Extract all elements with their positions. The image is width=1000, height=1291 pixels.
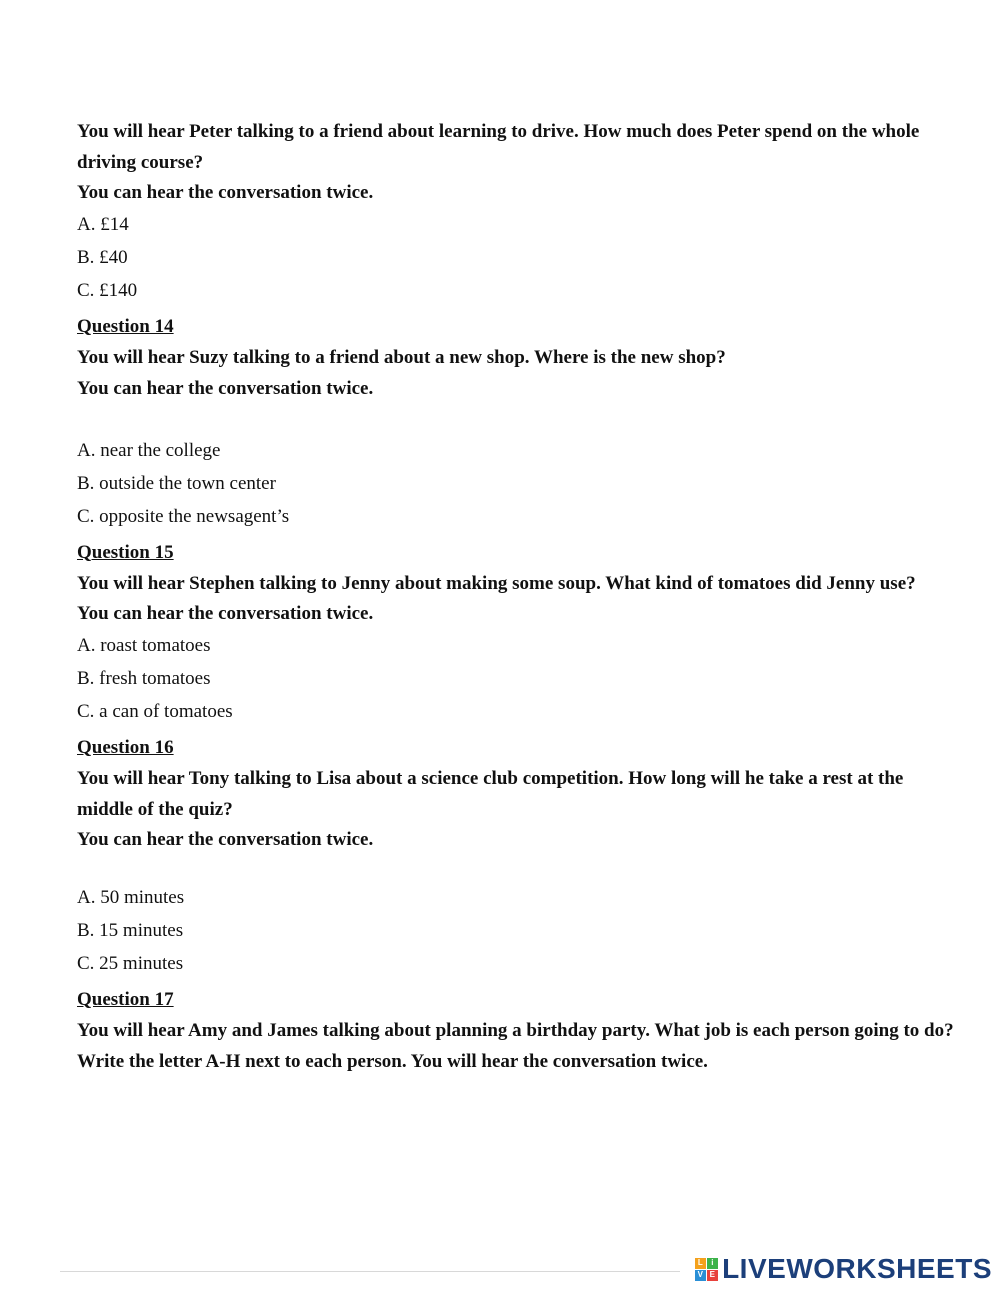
question-16-prompt: You will hear Tony talking to Lisa about a science club competition. How long will he take a rest at the middle of the quiz? (77, 768, 904, 820)
question-13-option-a[interactable]: A. £14 (77, 214, 129, 235)
logo-tile-v: V (695, 1270, 706, 1281)
question-17-note: Write the letter A-H next to each person. You will hear the conversation twice. (77, 1050, 708, 1072)
logo-tile-e: E (707, 1270, 718, 1281)
question-14-option-a[interactable]: A. near the college (77, 439, 221, 461)
liveworksheets-brand (695, 1253, 992, 1285)
question-17-heading: Question 17 (77, 989, 174, 1010)
logo-tile-i: i (707, 1258, 718, 1269)
question-16-note: You can hear the conversation twice. (77, 829, 374, 850)
question-15-option-a[interactable]: A. roast tomatoes (77, 635, 211, 656)
question-17-prompt: You will hear Amy and James talking about planning a birthday party. What job is each person going to do? (77, 1020, 954, 1041)
question-14 (77, 315, 957, 533)
question-14-note: You can hear the conversation twice. (77, 377, 374, 399)
footer-divider (60, 1271, 680, 1272)
liveworksheets-logo-icon (695, 1258, 718, 1281)
question-13-note: You can hear the conversation twice. (77, 182, 374, 203)
question-14-option-c[interactable]: C. opposite the newsagent’s (77, 505, 290, 527)
brand-wordmark: LIVEWORKSHEETS (722, 1253, 992, 1284)
question-13-prompt: You will hear Peter talking to a friend about learning to drive. How much does Peter spend on the whole driving course? (77, 121, 920, 173)
question-15-option-b[interactable]: B. fresh tomatoes (77, 668, 211, 689)
question-15-prompt: You will hear Stephen talking to Jenny about making some soup. What kind of tomatoes did Jenny use? (77, 572, 916, 594)
question-15 (77, 541, 957, 729)
question-14-prompt: You will hear Suzy talking to a friend about a new shop. Where is the new shop? (77, 347, 726, 368)
question-15-heading: Question 15 (77, 541, 174, 563)
question-13-option-c[interactable]: C. £140 (77, 280, 138, 301)
question-13-option-b[interactable]: B. £40 (77, 247, 128, 268)
worksheet-page (77, 117, 957, 1077)
question-16-heading: Question 16 (77, 737, 174, 758)
question-16-option-c[interactable]: C. 25 minutes (77, 953, 184, 974)
question-13 (77, 117, 957, 307)
question-16 (77, 736, 957, 980)
question-16-option-a[interactable]: A. 50 minutes (77, 887, 185, 908)
question-16-option-b[interactable]: B. 15 minutes (77, 920, 184, 941)
question-15-option-c[interactable]: C. a can of tomatoes (77, 701, 233, 722)
question-14-heading: Question 14 (77, 316, 174, 337)
question-15-note: You can hear the conversation twice. (77, 603, 374, 624)
logo-tile-l: L (695, 1258, 706, 1269)
question-14-option-b[interactable]: B. outside the town center (77, 472, 276, 494)
question-17 (77, 988, 957, 1077)
